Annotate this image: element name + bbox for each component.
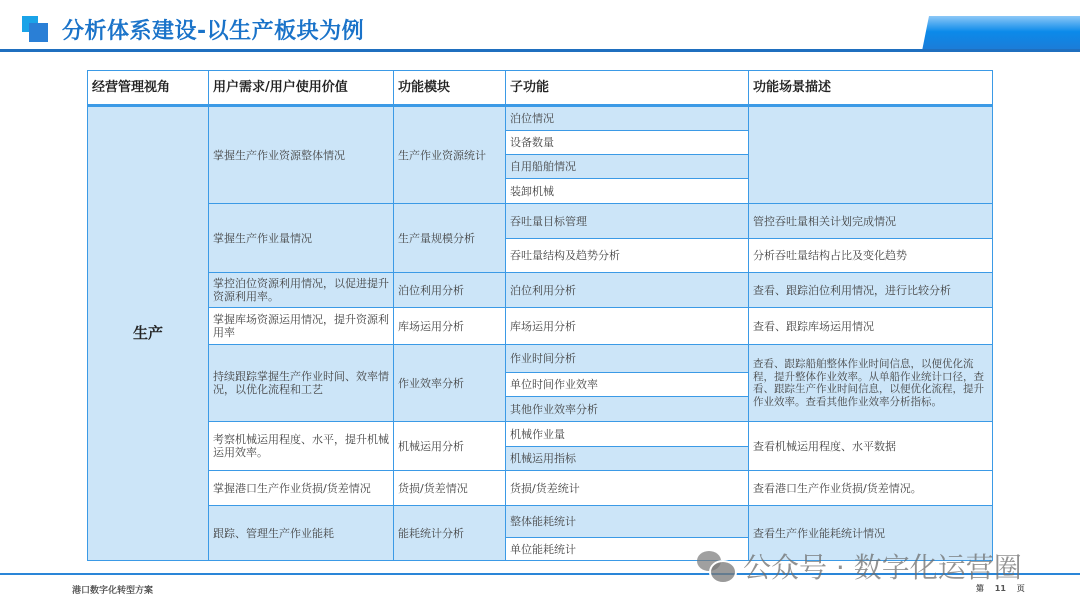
watermark [697, 546, 1022, 586]
scenario-cell: 查看、跟踪船舶整体作业时间信息，以便优化流程，提升整体作业效率。从单船作业统计口径，查看、跟踪生产作业时间信息，以便优化流程，提升作业效率。查看其他作业效率分析指标。 [748, 344, 993, 422]
sub-function-cell: 整体能耗统计 [505, 505, 749, 538]
sub-function-cell: 泊位利用分析 [505, 272, 749, 308]
need-cell: 跟踪、管理生产作业能耗 [208, 505, 394, 561]
module-cell: 库场运用分析 [393, 307, 506, 345]
sub-function-cell: 设备数量 [505, 130, 749, 155]
analysis-table [87, 70, 993, 561]
document-name: 港口数字化转型方案 [72, 586, 154, 596]
need-cell: 掌握生产作业量情况 [208, 203, 394, 273]
sub-function-cell: 泊位情况 [505, 106, 749, 131]
page-title: 分析体系建设-以生产板块为例 [62, 19, 365, 44]
scenario-cell: 查看生产作业能耗统计情况 [748, 505, 993, 561]
scenario-cell [748, 106, 993, 204]
need-cell: 掌握生产作业资源整体情况 [208, 106, 394, 204]
need-cell: 掌握库场资源运用情况，提升资源利用率 [208, 307, 394, 345]
column-header-sub-function: 子功能 [505, 70, 749, 107]
module-cell: 机械运用分析 [393, 421, 506, 471]
watermark-text: 公众号 · 数字化运营圈 [743, 551, 1022, 584]
column-header-scenario: 功能场景描述 [748, 70, 993, 107]
header-decoration-tab [922, 16, 1080, 51]
scenario-cell: 管控吞吐量相关计划完成情况 [748, 203, 993, 239]
module-cell: 能耗统计分析 [393, 505, 506, 561]
need-cell: 掌握港口生产作业货损/货差情况 [208, 470, 394, 506]
sub-function-cell: 库场运用分析 [505, 307, 749, 345]
header-divider [0, 49, 1080, 52]
scenario-cell: 查看、跟踪泊位利用情况，进行比较分析 [748, 272, 993, 308]
column-header-user-need: 用户需求/用户使用价值 [208, 70, 394, 107]
sub-function-cell: 吞吐量目标管理 [505, 203, 749, 239]
sub-function-cell: 机械作业量 [505, 421, 749, 447]
module-cell: 生产量规模分析 [393, 203, 506, 273]
need-cell: 考察机械运用程度、水平，提升机械运用效率。 [208, 421, 394, 471]
sub-function-cell: 单位时间作业效率 [505, 372, 749, 397]
scenario-cell: 查看机械运用程度、水平数据 [748, 421, 993, 471]
perspective-cell: 生产 [87, 106, 209, 561]
column-header-perspective: 经营管理视角 [87, 70, 209, 107]
module-cell: 货损/货差情况 [393, 470, 506, 506]
title-icon [22, 16, 48, 42]
scenario-cell: 查看、跟踪库场运用情况 [748, 307, 993, 345]
sub-function-cell: 作业时间分析 [505, 344, 749, 373]
scenario-cell: 分析吞吐量结构占比及变化趋势 [748, 238, 993, 273]
module-cell: 作业效率分析 [393, 344, 506, 422]
sub-function-cell: 其他作业效率分析 [505, 396, 749, 422]
sub-function-cell: 装卸机械 [505, 178, 749, 204]
need-cell: 掌控泊位资源利用情况，以促进提升资源利用率。 [208, 272, 394, 308]
sub-function-cell: 自用船舶情况 [505, 154, 749, 179]
wechat-icon [697, 551, 737, 581]
sub-function-cell: 货损/货差统计 [505, 470, 749, 506]
sub-function-cell: 吞吐量结构及趋势分析 [505, 238, 749, 273]
module-cell: 泊位利用分析 [393, 272, 506, 308]
scenario-cell: 查看港口生产作业货损/货差情况。 [748, 470, 993, 506]
page-number: 第 11 页 [976, 584, 1025, 593]
module-cell: 生产作业资源统计 [393, 106, 506, 204]
need-cell: 持续跟踪掌握生产作业时间、效率情况，以优化流程和工艺 [208, 344, 394, 422]
sub-function-cell: 单位能耗统计 [505, 537, 749, 561]
column-header-module: 功能模块 [393, 70, 506, 107]
sub-function-cell: 机械运用指标 [505, 446, 749, 471]
